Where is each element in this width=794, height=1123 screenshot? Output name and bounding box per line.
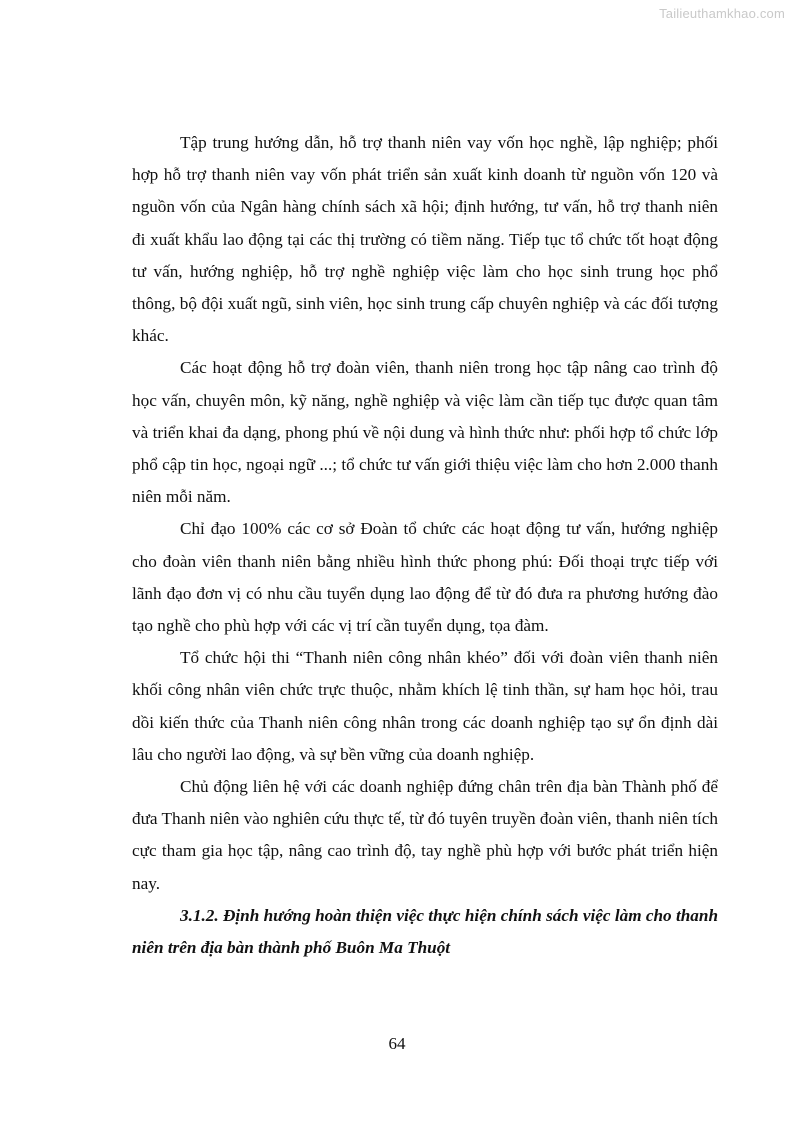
- section-heading: 3.1.2. Định hướng hoàn thiện việc thực hiện chính sách việc làm cho thanh niên trên địa bàn thành phố Buôn Ma Thuột: [132, 905, 718, 958]
- paragraph-skills-contest: Tổ chức hội thi “Thanh niên công nhân khéo” đối với đoàn viên thanh niên khối công nhân viên chức trực thuộc, nhằm khích lệ tinh thần, sự ham học hỏi, trau dồi kiến thức của Thanh niên công nhân trong các doanh nghiệp tạo sự ổn định dài lâu cho người lao động, và sự bền vững của doanh nghiệp.: [132, 648, 718, 764]
- watermark: Tailieuthamkhao.com: [659, 6, 785, 21]
- paragraph-learning-support: Các hoạt động hỗ trợ đoàn viên, thanh niên trong học tập nâng cao trình độ học vấn, chuyên môn, kỹ năng, nghề nghiệp và việc làm cần tiếp tục được quan tâm và triển khai đa dạng, phong phú về nội dung và hình thức như: phối hợp tổ chức lớp phổ cập tin học, ngoại ngữ ...; tổ chức tư vấn giới thiệu việc làm cho hơn 2.000 thanh niên mỗi năm.: [132, 358, 718, 507]
- paragraph-youth-loans: Tập trung hướng dẫn, hỗ trợ thanh niên vay vốn học nghề, lập nghiệp; phối hợp hỗ trợ thanh niên vay vốn phát triển sản xuất kinh doanh từ nguồn vốn 120 và nguồn vốn của Ngân hàng chính sách xã hội; định hướng, tư vấn, hỗ trợ thanh niên đi xuất khẩu lao động tại các thị trường có tiềm năng. Tiếp tục tổ chức tốt hoạt động tư vấn, hướng nghiệp, hỗ trợ nghề nghiệp việc làm cho học sinh trung học phổ thông, bộ đội xuất ngũ, sinh viên, học sinh trung cấp chuyên nghiệp và các đối tượng khác.: [132, 133, 718, 346]
- page-number: 64: [388, 1034, 406, 1053]
- paragraph-career-guidance: Chỉ đạo 100% các cơ sở Đoàn tổ chức các hoạt động tư vấn, hướng nghiệp cho đoàn viên thanh niên bằng nhiều hình thức phong phú: Đối thoại trực tiếp với lãnh đạo đơn vị có nhu cầu tuyển dụng lao động để từ đó đưa ra phương hướng đào tạo nghề cho phù hợp với các vị trí cần tuyển dụng, tọa đàm.: [132, 519, 718, 636]
- paragraph-enterprise-liaison: Chủ động liên hệ với các doanh nghiệp đứng chân trên địa bàn Thành phố để đưa Thanh niên vào nghiên cứu thực tế, từ đó tuyên truyền đoàn viên, thanh niên tích cực tham gia học tập, nâng cao trình độ, tay nghề phù hợp với bước phát triển hiện nay.: [132, 777, 718, 893]
- body-text: [132, 127, 718, 964]
